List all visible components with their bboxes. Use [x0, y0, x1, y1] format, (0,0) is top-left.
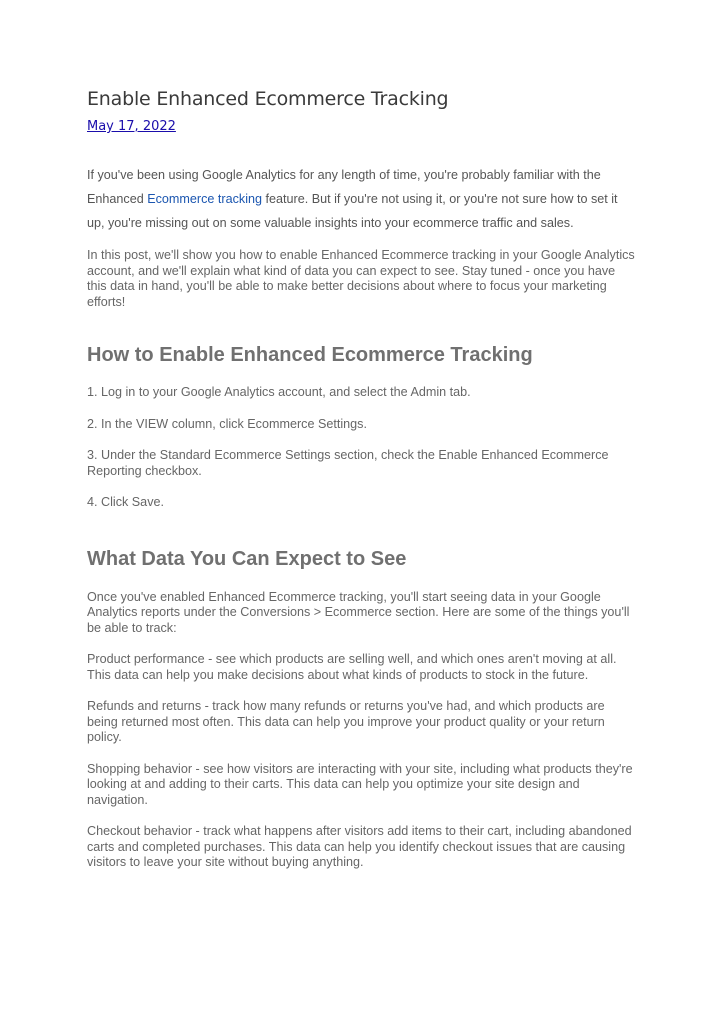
- intro-text-after: feature. But if you're not using it, or you're not sure how to set it up, you're missing out on some valuable insights into your ecommerce traffic and sales.: [87, 192, 618, 230]
- step-1: 1. Log in to your Google Analytics account, and select the Admin tab.: [87, 385, 471, 399]
- step-2: 2. In the VIEW column, click Ecommerce Settings.: [87, 416, 367, 431]
- article-date-link[interactable]: May 17, 2022: [87, 119, 176, 134]
- section-heading-enable: How to Enable Enhanced Ecommerce Tracking: [87, 344, 533, 366]
- article-title: Enable Enhanced Ecommerce Tracking: [87, 88, 449, 110]
- intro-paragraph: [87, 163, 635, 235]
- checkout-behavior-paragraph: Checkout behavior - track what happens after visitors add items to their cart, including abandoned carts and completed purchases. This data can help you identify checkout issues that are causing visitors to leave your site without buying anything.: [87, 824, 632, 869]
- shopping-behavior-paragraph: Shopping behavior - see how visitors are interacting with your site, including what products they're looking at and adding to their carts. This data can help you optimize your site design and navigation.: [87, 761, 633, 807]
- step-4: 4. Click Save.: [87, 495, 164, 509]
- ecommerce-tracking-link[interactable]: Ecommerce tracking: [147, 192, 263, 206]
- article: [87, 88, 635, 871]
- intro-paragraph-2: In this post, we'll show you how to enable Enhanced Ecommerce tracking in your Google Analytics account, and we'll explain what kind of data you can expect to see. Stay tuned - once you have this data in hand, you'll be able to make better decisions about where to focus your marketing efforts!: [87, 248, 635, 309]
- step-3: 3. Under the Standard Ecommerce Settings section, check the Enable Enhanced Ecommerce Reporting checkbox.: [87, 448, 609, 478]
- product-performance-paragraph: Product performance - see which products are selling well, and which ones aren't moving at all. This data can help you make decisions about what kinds of products to stock in the future.: [87, 652, 617, 682]
- section-heading-data: What Data You Can Expect to See: [87, 547, 407, 570]
- refunds-returns-paragraph: Refunds and returns - track how many refunds or returns you've had, and which products are being returned most often. This data can help you improve your product quality or your return policy.: [87, 699, 605, 744]
- intro-text-before: If you've been using Google Analytics for any length of time, you're probably familiar with the Enhanced: [87, 168, 601, 206]
- data-intro-paragraph: Once you've enabled Enhanced Ecommerce tracking, you'll start seeing data in your Google Analytics reports under the Conversions > Ecommerce section. Here are some of the things you'll be able to track:: [87, 589, 630, 635]
